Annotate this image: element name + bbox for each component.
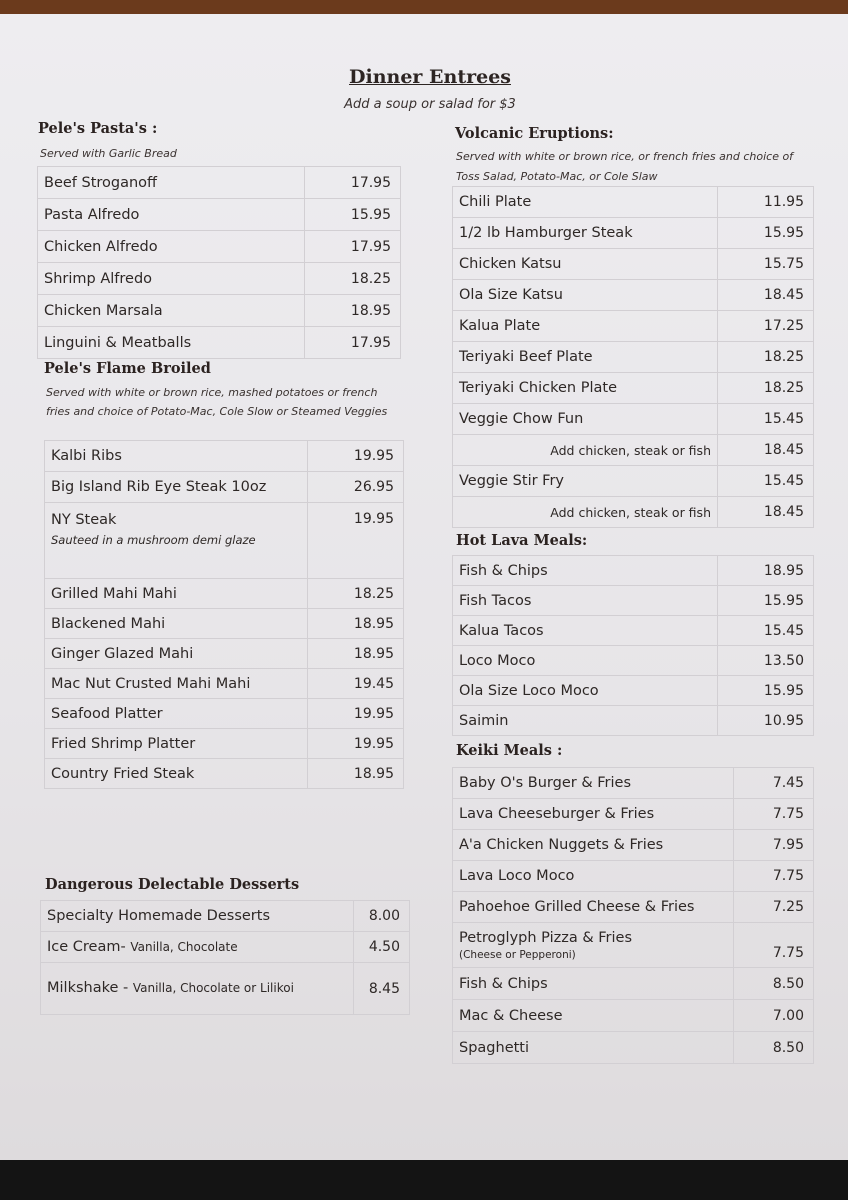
- item-name: Lava Loco Moco: [453, 861, 734, 892]
- item-price: 15.45: [718, 466, 814, 497]
- item-addon: Add chicken, steak or fish: [453, 435, 718, 466]
- item-price: 17.95: [305, 167, 401, 199]
- item-price: 19.95: [308, 699, 404, 729]
- table-row: [38, 295, 401, 327]
- table-row: [38, 327, 401, 359]
- item-name: Chicken Katsu: [453, 249, 718, 280]
- table-row: [453, 1032, 814, 1064]
- section-title-volcanic: Volcanic Eruptions:: [455, 125, 614, 142]
- item-separator: -: [118, 980, 133, 996]
- item-price: 8.50: [734, 968, 814, 1000]
- item-price: 17.95: [305, 327, 401, 359]
- table-row: [453, 497, 814, 528]
- table-row: [38, 231, 401, 263]
- item-name: Lava Cheeseburger & Fries: [453, 799, 734, 830]
- table-row: [45, 441, 404, 472]
- item-name: Saimin: [453, 706, 718, 736]
- section-title-keiki: Keiki Meals :: [456, 742, 563, 759]
- item-price: 15.95: [718, 676, 814, 706]
- item-price: 15.95: [718, 586, 814, 616]
- table-row: [453, 218, 814, 249]
- table-row: [453, 892, 814, 923]
- item-note: Sauteed in a mushroom demi glaze: [51, 533, 256, 547]
- table-edge: [0, 1160, 848, 1200]
- table-row: [453, 586, 814, 616]
- item-price: 18.45: [718, 435, 814, 466]
- table-row: [45, 639, 404, 669]
- item-name: Pasta Alfredo: [38, 199, 305, 231]
- menu-subtitle: Add a soup or salad for $3: [344, 97, 516, 112]
- item-name: Veggie Stir Fry: [453, 466, 718, 497]
- pasta-table: [37, 166, 401, 359]
- table-row: [45, 609, 404, 639]
- item-name: Ola Size Katsu: [453, 280, 718, 311]
- item-name: Pahoehoe Grilled Cheese & Fries: [453, 892, 734, 923]
- table-row: [453, 616, 814, 646]
- item-price: 17.25: [718, 311, 814, 342]
- item-price: 18.25: [718, 373, 814, 404]
- item-price: 7.45: [734, 768, 814, 799]
- item-price: 18.25: [305, 263, 401, 295]
- table-row: [38, 167, 401, 199]
- item-price: 4.50: [354, 932, 410, 963]
- item-price: 18.25: [718, 342, 814, 373]
- table-row: [453, 373, 814, 404]
- item-name: Fish Tacos: [453, 586, 718, 616]
- table-row: [453, 1000, 814, 1032]
- item-name: Teriyaki Beef Plate: [453, 342, 718, 373]
- item-price: 7.25: [734, 892, 814, 923]
- table-row: [41, 901, 410, 932]
- table-row: [453, 249, 814, 280]
- item-price: 15.75: [718, 249, 814, 280]
- section-title-hot-lava: Hot Lava Meals:: [456, 532, 588, 549]
- item-name: Grilled Mahi Mahi: [45, 579, 308, 609]
- item-name: Fried Shrimp Platter: [45, 729, 308, 759]
- item-price: 15.45: [718, 404, 814, 435]
- table-row: [45, 669, 404, 699]
- table-row: [453, 706, 814, 736]
- item-price: 19.95: [308, 441, 404, 472]
- table-row: [45, 699, 404, 729]
- item-price: 15.95: [718, 218, 814, 249]
- table-row: [453, 830, 814, 861]
- item-name: Mac & Cheese: [453, 1000, 734, 1032]
- table-row: [453, 404, 814, 435]
- item-price: 15.45: [718, 616, 814, 646]
- table-row: [45, 759, 404, 789]
- keiki-table: [452, 767, 814, 1064]
- item-name: Seafood Platter: [45, 699, 308, 729]
- item-price: 26.95: [308, 472, 404, 503]
- item-name: Spaghetti: [453, 1032, 734, 1064]
- table-row: [45, 729, 404, 759]
- table-row: [45, 579, 404, 609]
- item-price: 18.95: [305, 295, 401, 327]
- item-price: 8.45: [354, 963, 410, 1015]
- flame-broiled-table: [44, 440, 404, 789]
- item-name-cell: [45, 503, 308, 579]
- item-name: Loco Moco: [453, 646, 718, 676]
- item-name: Fish & Chips: [453, 968, 734, 1000]
- item-price: 18.95: [308, 639, 404, 669]
- item-name: Blackened Mahi: [45, 609, 308, 639]
- item-note: (Cheese or Pepperoni): [459, 948, 576, 961]
- item-name: Chicken Alfredo: [38, 231, 305, 263]
- item-name-cell: [41, 932, 354, 963]
- table-row: [453, 676, 814, 706]
- section-title-desserts: Dangerous Delectable Desserts: [45, 876, 300, 893]
- table-row: [453, 799, 814, 830]
- item-price: 7.00: [734, 1000, 814, 1032]
- item-description: Vanilla, Chocolate or Lilikoi: [132, 981, 294, 995]
- item-addon: Add chicken, steak or fish: [453, 497, 718, 528]
- table-row: [453, 923, 814, 968]
- item-name-cell: [41, 963, 354, 1015]
- item-price: 7.95: [734, 830, 814, 861]
- item-name: Big Island Rib Eye Steak 10oz: [45, 472, 308, 503]
- item-name: Ola Size Loco Moco: [453, 676, 718, 706]
- table-row: [453, 466, 814, 497]
- table-row: [38, 199, 401, 231]
- item-name: Linguini & Meatballs: [38, 327, 305, 359]
- item-name: NY Steak: [51, 512, 117, 528]
- item-name: Beef Stroganoff: [38, 167, 305, 199]
- table-row: [45, 503, 404, 579]
- item-separator: -: [120, 939, 131, 955]
- item-price: 18.25: [308, 579, 404, 609]
- item-price: 19.95: [308, 503, 404, 579]
- volcanic-table: [452, 186, 814, 528]
- item-price: 15.95: [305, 199, 401, 231]
- item-name: Kalua Tacos: [453, 616, 718, 646]
- item-name: Chicken Marsala: [38, 295, 305, 327]
- table-row: [45, 472, 404, 503]
- section-desc-flame-broiled: Served with white or brown rice, mashed potatoes or french fries and choice of Potato-Mac, Cole Slow or Steamed Veggies: [46, 386, 388, 418]
- hot-lava-table: [452, 555, 814, 736]
- section-desc-pastas: Served with Garlic Bread: [40, 147, 177, 160]
- table-row: [453, 556, 814, 586]
- item-price: 7.75: [734, 799, 814, 830]
- table-row: [453, 311, 814, 342]
- menu-title: Dinner Entrees: [349, 66, 511, 88]
- item-name: Kalbi Ribs: [45, 441, 308, 472]
- item-name: Milkshake: [47, 980, 119, 996]
- table-row: [453, 768, 814, 799]
- desserts-table: [40, 900, 410, 1015]
- item-price: 19.45: [308, 669, 404, 699]
- item-name: Kalua Plate: [453, 311, 718, 342]
- item-name: Teriyaki Chicken Plate: [453, 373, 718, 404]
- table-row: [453, 280, 814, 311]
- item-price: 10.95: [718, 706, 814, 736]
- item-name: Chili Plate: [453, 187, 718, 218]
- table-row: [453, 646, 814, 676]
- item-name: Country Fried Steak: [45, 759, 308, 789]
- item-name: Ice Cream: [47, 939, 121, 955]
- item-price: 18.45: [718, 497, 814, 528]
- item-price: 13.50: [718, 646, 814, 676]
- table-row: [41, 932, 410, 963]
- item-name: Petroglyph Pizza & Fries: [459, 929, 633, 946]
- table-row: [453, 861, 814, 892]
- item-price: 19.95: [308, 729, 404, 759]
- item-name: Ginger Glazed Mahi: [45, 639, 308, 669]
- table-row: [38, 263, 401, 295]
- item-price: 18.45: [718, 280, 814, 311]
- item-name: 1/2 lb Hamburger Steak: [453, 218, 718, 249]
- item-price: 8.50: [734, 1032, 814, 1064]
- table-row: [453, 342, 814, 373]
- item-name: Baby O's Burger & Fries: [453, 768, 734, 799]
- item-name: Shrimp Alfredo: [38, 263, 305, 295]
- table-row: [453, 968, 814, 1000]
- item-name: Specialty Homemade Desserts: [41, 901, 354, 932]
- item-description: Vanilla, Chocolate: [130, 940, 238, 954]
- item-name: Fish & Chips: [453, 556, 718, 586]
- section-desc-volcanic: Served with white or brown rice, or french fries and choice of Toss Salad, Potato-Mac, or Cole Slaw: [456, 150, 794, 183]
- item-price: 7.75: [734, 923, 814, 968]
- item-name: A'a Chicken Nuggets & Fries: [453, 830, 734, 861]
- item-price: 18.95: [308, 609, 404, 639]
- table-row: [453, 187, 814, 218]
- item-price: 7.75: [734, 861, 814, 892]
- table-row: [41, 963, 410, 1015]
- section-title-flame-broiled: Pele's Flame Broiled: [44, 360, 211, 377]
- item-price: 11.95: [718, 187, 814, 218]
- item-name-cell: [453, 923, 734, 968]
- item-name: Veggie Chow Fun: [453, 404, 718, 435]
- section-title-pastas: Pele's Pasta's :: [38, 120, 158, 137]
- item-price: 18.95: [718, 556, 814, 586]
- item-price: 8.00: [354, 901, 410, 932]
- table-row: [453, 435, 814, 466]
- item-name: Mac Nut Crusted Mahi Mahi: [45, 669, 308, 699]
- item-price: 18.95: [308, 759, 404, 789]
- item-price: 17.95: [305, 231, 401, 263]
